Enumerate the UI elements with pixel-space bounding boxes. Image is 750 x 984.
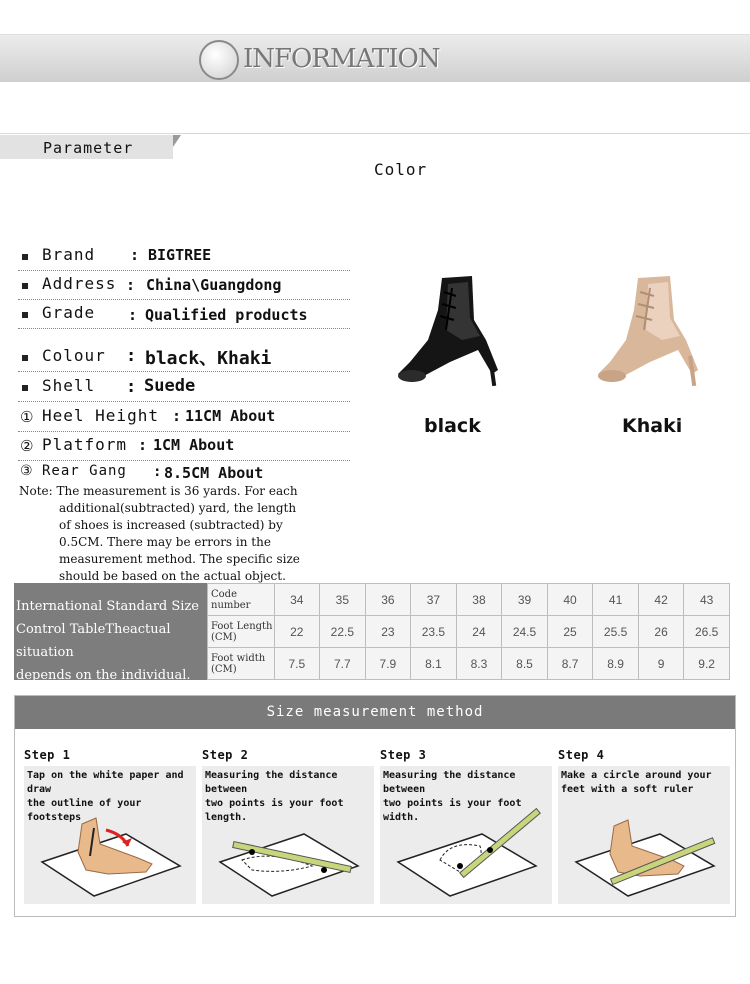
param-sep: :: [130, 246, 140, 264]
table-cell: 36: [365, 584, 410, 616]
banner-circle-icon: [199, 40, 239, 80]
param-value: Qualified products: [145, 306, 308, 324]
param-label: Address: [42, 274, 117, 293]
table-cell: 38: [456, 584, 501, 616]
measurement-note: [19, 483, 349, 585]
desc-line: Make a circle around your: [561, 770, 712, 781]
step-illustration: [24, 766, 196, 904]
black-shoe-image: [390, 270, 520, 400]
param-row-heel-height: [18, 404, 350, 432]
param-value: black、Khaki: [145, 348, 272, 369]
note-line: measurement method. The specific size: [59, 552, 300, 566]
table-cell: 24.5: [502, 616, 548, 648]
table-row-length: [208, 616, 730, 648]
note-line: additional(subtracted) yard, the length: [59, 501, 297, 515]
param-sep: :: [138, 436, 148, 454]
desc-line: two points is your foot length.: [205, 798, 344, 823]
shoe-caption-khaki: Khaki: [622, 415, 683, 437]
param-label: Brand: [42, 245, 96, 264]
step-illustration: [558, 766, 730, 904]
param-label: Colour: [42, 346, 106, 365]
table-cell: 26.5: [684, 616, 730, 648]
table-cell: 9: [638, 648, 683, 680]
param-sep: :: [126, 377, 137, 397]
caption-line: Control TableTheactual situation: [16, 622, 171, 660]
param-label: Rear Gang: [42, 463, 127, 479]
table-cell: 22: [274, 616, 319, 648]
step-description: [561, 769, 712, 797]
marker-one: ①: [20, 408, 34, 426]
step-4: [558, 748, 730, 904]
step-1: [24, 748, 196, 904]
table-cell: 7.9: [365, 648, 410, 680]
desc-line: Measuring the distance between: [383, 770, 516, 795]
measurement-method-panel: [14, 695, 736, 917]
param-sep: :: [172, 407, 182, 425]
table-cell: 34: [274, 584, 319, 616]
param-row-shell: [18, 374, 350, 402]
bullet-icon: [22, 385, 28, 391]
row-header: Foot Length (CM): [208, 616, 275, 648]
param-row-address: [18, 272, 350, 300]
table-cell: 8.7: [547, 648, 592, 680]
desc-line: two points is your foot width.: [383, 798, 522, 823]
note-line: should be based on the actual object.: [59, 569, 286, 583]
table-cell: 8.1: [411, 648, 457, 680]
step-3: [380, 748, 552, 904]
param-row-rear-gang: [18, 462, 350, 484]
step-title: Step 3: [380, 748, 427, 762]
note-line: 0.5CM. There may be errors in the: [59, 535, 271, 549]
desc-line: feet with a soft ruler: [561, 784, 694, 795]
bullet-icon: [22, 283, 28, 289]
param-row-brand: [18, 243, 350, 271]
table-cell: 42: [638, 584, 683, 616]
param-row-platform: [18, 433, 350, 461]
step-illustration: [202, 766, 374, 904]
table-cell: 25: [547, 616, 592, 648]
color-heading: Color: [374, 160, 428, 179]
table-cell: 8.5: [502, 648, 548, 680]
note-line: Note: The measurement is 36 yards. For each: [19, 484, 298, 498]
table-cell: 39: [502, 584, 548, 616]
param-value: Suede: [144, 376, 196, 396]
param-sep: :: [153, 464, 162, 480]
step-illustration: [380, 766, 552, 904]
table-row-width: [208, 648, 730, 680]
bullet-icon: [22, 312, 28, 318]
table-cell: 40: [547, 584, 592, 616]
ruler-length-icon: [212, 800, 364, 900]
ruler-width-icon: [390, 800, 542, 900]
caption-line: International Standard Size: [16, 599, 199, 614]
param-value: China\Guangdong: [146, 276, 282, 294]
step-2: [202, 748, 374, 904]
param-label: Platform: [42, 435, 128, 454]
row-header: Foot width (CM): [208, 648, 275, 680]
khaki-shoe-image: [590, 270, 720, 400]
divider: [0, 133, 750, 134]
table-cell: 35: [320, 584, 366, 616]
param-row-colour: [18, 344, 350, 372]
table-cell: 37: [411, 584, 457, 616]
param-value: BIGTREE: [148, 246, 212, 264]
param-value: 8.5CM About: [164, 464, 264, 482]
table-cell: 24: [456, 616, 501, 648]
shoe-caption-black: black: [424, 415, 481, 437]
step-title: Step 4: [558, 748, 605, 762]
desc-line: Measuring the distance between: [205, 770, 338, 795]
param-label: Grade: [42, 303, 96, 322]
table-cell: 43: [684, 584, 730, 616]
param-label: Heel Height: [42, 406, 159, 425]
table-cell: 7.5: [274, 648, 319, 680]
banner-title: INFORMATION: [243, 44, 440, 74]
table-cell: 8.3: [456, 648, 501, 680]
param-sep: :: [126, 276, 136, 294]
measurement-title: Size measurement method: [15, 696, 735, 729]
param-value: 1CM About: [153, 436, 235, 454]
marker-two: ②: [20, 437, 34, 455]
step-title: Step 1: [24, 748, 71, 762]
desc-line: the outline of your footsteps: [27, 798, 142, 823]
bullet-icon: [22, 254, 28, 260]
table-cell: 23.5: [411, 616, 457, 648]
foot-outline-icon: [34, 800, 186, 900]
table-cell: 23: [365, 616, 410, 648]
param-sep: :: [126, 346, 137, 366]
table-row-code: [208, 584, 730, 616]
table-cell: 8.9: [593, 648, 639, 680]
table-cell: 26: [638, 616, 683, 648]
parameter-tab-label: Parameter: [43, 139, 134, 157]
note-line: of shoes is increased (subtracted) by: [59, 518, 283, 532]
param-value: 11CM About: [185, 407, 276, 425]
step-title: Step 2: [202, 748, 249, 762]
row-header: Code number: [208, 584, 275, 616]
table-cell: 25.5: [593, 616, 639, 648]
table-cell: 9.2: [684, 648, 730, 680]
caption-line: depends on the individual.: [16, 668, 191, 683]
marker-three: ③: [20, 463, 33, 479]
soft-ruler-icon: [568, 800, 720, 900]
param-row-grade: [18, 301, 350, 329]
table-cell: 22.5: [320, 616, 366, 648]
param-sep: :: [128, 306, 138, 324]
table-cell: 7.7: [320, 648, 366, 680]
param-label: Shell: [42, 376, 96, 395]
size-table: [14, 583, 730, 683]
size-table-caption: [14, 583, 207, 683]
size-grid: [207, 583, 730, 680]
desc-line: Tap on the white paper and draw: [27, 770, 184, 795]
table-cell: 41: [593, 584, 639, 616]
bullet-icon: [22, 355, 28, 361]
